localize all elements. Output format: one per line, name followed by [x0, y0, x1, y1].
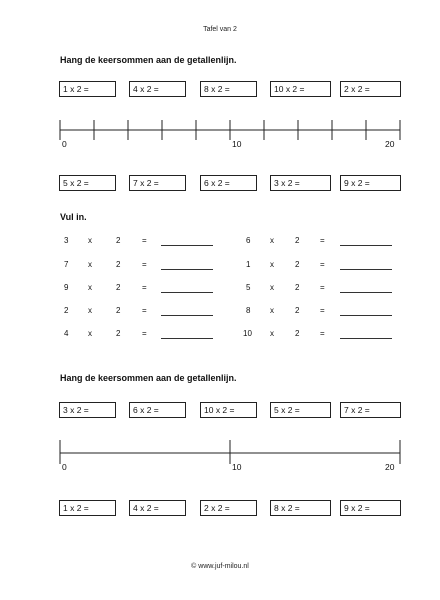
factor-a: 10	[243, 329, 252, 338]
answer-blank[interactable]	[161, 338, 213, 339]
times-sign: x	[88, 260, 92, 269]
factor-b: 2	[295, 283, 300, 292]
number-line-label-end: 20	[385, 139, 395, 149]
section2-heading: Hang de keersommen aan de getallenlijn.	[60, 373, 237, 383]
number-line-label-mid: 10	[232, 139, 242, 149]
factor-a: 3	[64, 236, 69, 245]
number-line-label-mid: 10	[232, 462, 242, 472]
answer-blank[interactable]	[340, 338, 392, 339]
factor-a: 1	[246, 260, 251, 269]
times-sign: x	[88, 329, 92, 338]
factor-b: 2	[295, 236, 300, 245]
equals-sign: =	[142, 236, 147, 245]
footer-copyright: © www.juf-milou.nl	[191, 563, 249, 570]
times-sign: x	[270, 260, 274, 269]
number-line-label-end: 20	[385, 462, 395, 472]
times-sign: x	[88, 236, 92, 245]
answer-blank[interactable]	[340, 245, 392, 246]
equals-sign: =	[142, 260, 147, 269]
answer-blank[interactable]	[161, 245, 213, 246]
equals-sign: =	[320, 329, 325, 338]
factor-a: 9	[64, 283, 69, 292]
sum-box[interactable]: 1 x 2 =	[59, 81, 116, 97]
equals-sign: =	[320, 236, 325, 245]
sum-box[interactable]: 9 x 2 =	[340, 500, 401, 516]
sum-box[interactable]: 8 x 2 =	[270, 500, 331, 516]
factor-a: 4	[64, 329, 69, 338]
sum-box[interactable]: 7 x 2 =	[340, 402, 401, 418]
sum-box[interactable]: 7 x 2 =	[129, 175, 186, 191]
factor-b: 2	[295, 306, 300, 315]
answer-blank[interactable]	[161, 269, 213, 270]
answer-blank[interactable]	[340, 269, 392, 270]
sum-box[interactable]: 5 x 2 =	[270, 402, 331, 418]
section1-heading: Hang de keersommen aan de getallenlijn.	[60, 55, 237, 65]
equals-sign: =	[142, 329, 147, 338]
times-sign: x	[270, 283, 274, 292]
sum-box[interactable]: 4 x 2 =	[129, 500, 186, 516]
page-title: Tafel van 2	[203, 26, 237, 33]
sum-box[interactable]: 1 x 2 =	[59, 500, 116, 516]
factor-a: 7	[64, 260, 69, 269]
answer-blank[interactable]	[161, 315, 213, 316]
answer-blank[interactable]	[340, 292, 392, 293]
number-line-2-graphic	[60, 440, 400, 464]
vul-in-heading: Vul in.	[60, 212, 87, 222]
sum-box[interactable]: 3 x 2 =	[59, 402, 116, 418]
times-sign: x	[270, 236, 274, 245]
factor-a: 2	[64, 306, 69, 315]
sum-box[interactable]: 10 x 2 =	[200, 402, 257, 418]
times-sign: x	[88, 306, 92, 315]
factor-a: 8	[246, 306, 251, 315]
factor-b: 2	[116, 306, 121, 315]
number-line-1-graphic	[60, 120, 400, 140]
equals-sign: =	[320, 283, 325, 292]
number-line-1	[60, 120, 400, 152]
sum-box[interactable]: 4 x 2 =	[129, 81, 186, 97]
factor-a: 6	[246, 236, 251, 245]
answer-blank[interactable]	[340, 315, 392, 316]
sum-box[interactable]: 2 x 2 =	[200, 500, 257, 516]
sum-box[interactable]: 6 x 2 =	[200, 175, 257, 191]
answer-blank[interactable]	[161, 292, 213, 293]
factor-a: 5	[246, 283, 251, 292]
sum-box[interactable]: 2 x 2 =	[340, 81, 401, 97]
equals-sign: =	[320, 306, 325, 315]
times-sign: x	[88, 283, 92, 292]
number-line-2	[60, 440, 400, 476]
factor-b: 2	[295, 260, 300, 269]
sum-box[interactable]: 6 x 2 =	[129, 402, 186, 418]
sum-box[interactable]: 5 x 2 =	[59, 175, 116, 191]
factor-b: 2	[116, 236, 121, 245]
equals-sign: =	[142, 306, 147, 315]
factor-b: 2	[116, 329, 121, 338]
sum-box[interactable]: 9 x 2 =	[340, 175, 401, 191]
times-sign: x	[270, 329, 274, 338]
sum-box[interactable]: 3 x 2 =	[270, 175, 331, 191]
factor-b: 2	[116, 260, 121, 269]
sum-box[interactable]: 8 x 2 =	[200, 81, 257, 97]
factor-b: 2	[116, 283, 121, 292]
times-sign: x	[270, 306, 274, 315]
number-line-label-start: 0	[62, 462, 67, 472]
sum-box[interactable]: 10 x 2 =	[270, 81, 331, 97]
number-line-label-start: 0	[62, 139, 67, 149]
factor-b: 2	[295, 329, 300, 338]
equals-sign: =	[142, 283, 147, 292]
equals-sign: =	[320, 260, 325, 269]
